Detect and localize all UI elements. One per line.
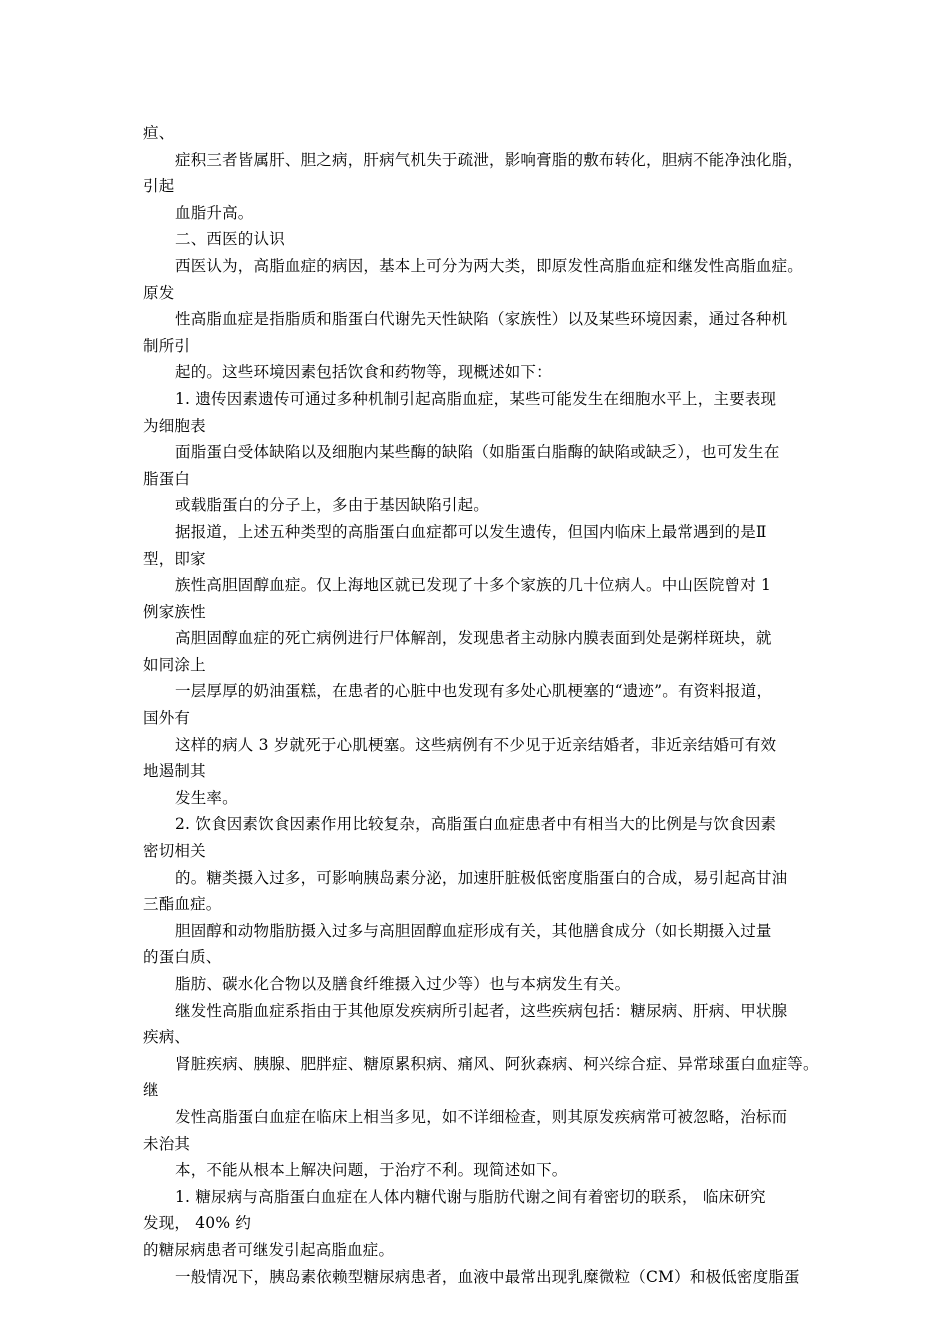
text-line: 的。糖类摄入过多，可影响胰岛素分泌，加速肝脏极低密度脂蛋白的合成，易引起高甘油 (175, 868, 788, 887)
text-line: 一层厚厚的奶油蛋糕，在患者的心脏中也发现有多处心肌梗塞的“遗迹”。有资料报道， (175, 682, 773, 701)
text-line: 引起 (143, 177, 175, 196)
text-line: 血脂升高。 (175, 203, 254, 222)
text-line: 型，即家 (143, 549, 206, 568)
text-line: 疾病、 (143, 1028, 191, 1047)
text-line: 继发性高脂血症系指由于其他原发疾病所引起者，这些疾病包括：糖尿病、肝病、甲状腺 (175, 1001, 788, 1020)
text-line: 本，不能从根本上解决问题，于治疗不利。现简述如下。 (175, 1161, 568, 1180)
text-line: 或载脂蛋白的分子上，多由于基因缺陷引起。 (175, 496, 490, 515)
text-line: 制所引 (143, 336, 191, 355)
text-line: 面脂蛋白受体缺陷以及细胞内某些酶的缺陷（如脂蛋白脂酶的缺陷或缺乏），也可发生在 (175, 443, 780, 462)
text-line: 一般情况下，胰岛素依赖型糖尿病患者，血液中最常出现乳糜微粒（CM）和极低密度脂蛋 (175, 1267, 800, 1286)
text-line: 2. 饮食因素饮食因素作用比较复杂，高脂蛋白血症患者中有相当大的比例是与饮食因素 (175, 815, 777, 834)
text-line: 脂肪、碳水化合物以及膳食纤维摄入过少等）也与本病发生有关。 (175, 975, 631, 993)
text-line: 胆固醇和动物脂肪摄入过多与高胆固醇血症形成有关，其他膳食成分（如长期摄入过量 (175, 921, 772, 940)
text-line: 疸、 (143, 124, 175, 142)
text-line: 发现， 40% 约 (143, 1214, 252, 1233)
text-line: 这样的病人 3 岁就死于心肌梗塞。这些病例有不少见于近亲结婚者，非近亲结婚可有效 (175, 735, 777, 754)
text-line: 密切相关 (143, 842, 206, 861)
text-line: 族性高胆固醇血症。仅上海地区就已发现了十多个家族的几十位病人。中山医院曾对 1 (175, 576, 772, 595)
text-line: 肾脏疾病、胰腺、肥胖症、糖原累积病、痛风、阿狄森病、柯兴综合症、异常球蛋白血症等。 (175, 1054, 819, 1073)
text-line: 例家族性 (143, 602, 206, 621)
text-line: 高胆固醇血症的死亡病例进行尸体解剖，发现患者主动脉内膜表面到处是粥样斑块，就 (175, 629, 772, 648)
text-line: 国外有 (143, 709, 191, 728)
text-line: 二、西医的认识 (175, 230, 285, 249)
text-line: 如同涂上 (143, 655, 206, 674)
text-line: 地遏制其 (143, 762, 206, 781)
text-line: 西医认为，高脂血症的病因，基本上可分为两大类，即原发性高脂血症和继发性高脂血症。 (175, 256, 804, 275)
text-line: 起的。这些环境因素包括饮食和药物等，现概述如下： (175, 363, 552, 382)
text-line: 发性高脂蛋白血症在临床上相当多见，如不详细检查，则其原发疾病常可被忽略，治标而 (175, 1107, 788, 1126)
text-line: 性高脂血症是指脂质和脂蛋白代谢先天性缺陷（家族性）以及某些环境因素，通过各种机 (175, 310, 788, 329)
text-line: 发生率。 (175, 788, 238, 807)
text-line: 未治其 (143, 1134, 191, 1153)
text-line: 的糖尿病患者可继发引起高脂血症。 (143, 1240, 395, 1259)
text-line: 脂蛋白 (143, 469, 191, 488)
text-line: 症积三者皆属肝、胆之病，肝病气机失于疏泄，影响膏脂的敷布转化，胆病不能净浊化脂， (175, 150, 804, 169)
text-line: 1. 遗传因素遗传可通过多种机制引起高脂血症，某些可能发生在细胞水平上，主要表现 (175, 389, 777, 408)
text-line: 1. 糖尿病与高脂蛋白血症在人体内糖代谢与脂肪代谢之间有着密切的联系， 临床研究 (175, 1187, 766, 1206)
document-page (143, 120, 823, 1290)
text-line: 原发 (143, 283, 175, 302)
text-line: 的蛋白质、 (143, 948, 222, 967)
text-line: 三酯血症。 (143, 895, 222, 914)
text-line: 据报道，上述五种类型的高脂蛋白血症都可以发生遗传，但国内临床上最常遇到的是Ⅱ (175, 522, 767, 541)
text-line: 为细胞表 (143, 416, 206, 435)
text-line: 继 (143, 1081, 159, 1100)
